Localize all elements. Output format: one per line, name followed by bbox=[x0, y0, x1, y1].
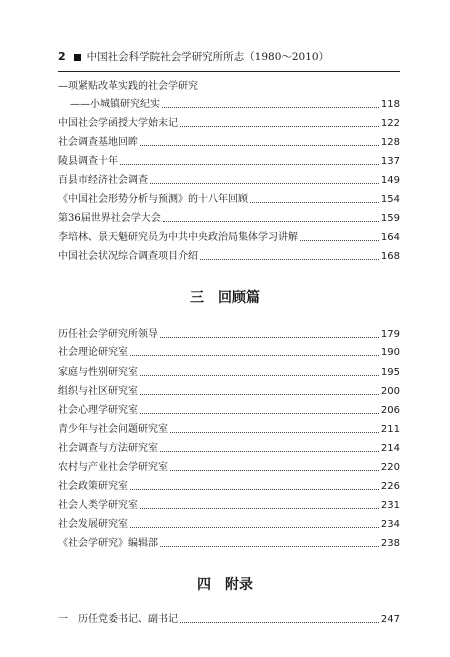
dot-leader bbox=[300, 231, 379, 241]
toc-entry bbox=[58, 328, 400, 342]
dot-leader bbox=[160, 442, 379, 452]
dot-leader bbox=[140, 136, 379, 146]
toc-entry bbox=[58, 461, 400, 475]
toc-entry-title: 社会人类学研究室 bbox=[58, 500, 138, 511]
toc-entry-title: 李培林、景天魁研究员为中共中央政治局集体学习讲解 bbox=[58, 232, 298, 243]
toc-entry bbox=[58, 80, 400, 94]
dot-leader bbox=[130, 346, 379, 356]
toc-entry bbox=[58, 480, 400, 494]
toc-entry-page: 118 bbox=[380, 99, 400, 110]
dot-leader bbox=[150, 174, 379, 184]
toc-entry-title: 《中国社会形势分析与预测》的十八年回顾 bbox=[58, 194, 248, 205]
running-header bbox=[58, 50, 329, 64]
toc-entry bbox=[58, 423, 400, 437]
toc-entry-title: 社会政策研究室 bbox=[58, 481, 128, 492]
dot-leader bbox=[140, 499, 379, 509]
dot-leader bbox=[180, 613, 379, 623]
dot-leader bbox=[130, 480, 379, 490]
dot-leader bbox=[250, 193, 379, 203]
book-title: 中国社会科学院社会学研究所所志（1980～2010） bbox=[86, 51, 330, 63]
toc-entry-title: 第36届世界社会学大会 bbox=[58, 213, 161, 224]
toc-entry-title: 农村与产业社会学研究室 bbox=[58, 462, 168, 473]
toc-entry-page: 122 bbox=[380, 118, 400, 129]
toc-entry-title: 社会调查与方法研究室 bbox=[58, 443, 158, 454]
toc-entry bbox=[58, 366, 400, 380]
section-number: 四 bbox=[197, 577, 211, 593]
toc-entry bbox=[58, 193, 400, 207]
toc-entry-page: 149 bbox=[380, 175, 400, 186]
toc-entry bbox=[58, 212, 400, 226]
square-bullet-icon bbox=[74, 54, 81, 61]
dot-leader bbox=[180, 117, 379, 127]
toc-entry-title: 青少年与社会问题研究室 bbox=[58, 424, 168, 435]
toc-entry-title: 历任社会学研究所领导 bbox=[58, 329, 158, 340]
toc-entry-title: 社会调查基地回眸 bbox=[58, 137, 138, 148]
toc-entry-page: 234 bbox=[380, 519, 400, 530]
toc-entry bbox=[58, 518, 400, 532]
toc-entry-page: 195 bbox=[380, 367, 400, 378]
dot-leader bbox=[170, 461, 379, 471]
toc-entry-title: 中国社会学函授大学始末记 bbox=[58, 118, 178, 129]
toc-entry-page: 190 bbox=[380, 347, 400, 358]
toc-entry-page: 164 bbox=[380, 232, 400, 243]
toc-entry-page: 159 bbox=[380, 213, 400, 224]
toc-entry bbox=[58, 613, 400, 627]
toc-entry-title: 百县市经济社会调查 bbox=[58, 175, 148, 186]
toc-entry-title: 社会发展研究室 bbox=[58, 519, 128, 530]
toc-entry bbox=[58, 499, 400, 513]
dot-leader bbox=[120, 155, 379, 165]
dot-leader bbox=[140, 366, 379, 376]
header-rule bbox=[58, 71, 400, 72]
toc-entry-page: 226 bbox=[380, 481, 400, 492]
toc-entry-page: 154 bbox=[380, 194, 400, 205]
toc-entry bbox=[58, 442, 400, 456]
dot-leader bbox=[162, 98, 379, 108]
toc-entry bbox=[58, 404, 400, 418]
toc-entry-title: 社会心理学研究室 bbox=[58, 405, 138, 416]
toc-entry-page: 231 bbox=[380, 500, 400, 511]
toc-entry-page: 214 bbox=[380, 443, 400, 454]
toc-entry bbox=[58, 537, 400, 551]
dot-leader bbox=[140, 404, 379, 414]
dot-leader bbox=[140, 385, 379, 395]
toc-entry bbox=[58, 117, 400, 131]
dot-leader bbox=[160, 328, 379, 338]
dot-leader bbox=[160, 537, 379, 547]
toc-entry-page: 200 bbox=[380, 386, 400, 397]
toc-entry bbox=[58, 231, 400, 245]
toc-entry bbox=[58, 155, 400, 169]
toc-entry-page: 220 bbox=[380, 462, 400, 473]
toc-entry-title: 《社会学研究》编辑部 bbox=[58, 538, 158, 549]
toc-entry-title: 家庭与性别研究室 bbox=[58, 367, 138, 378]
dot-leader bbox=[163, 212, 379, 222]
section-heading-4 bbox=[0, 576, 450, 594]
toc-entry-page: 247 bbox=[380, 614, 400, 625]
toc-entry-title: 组织与社区研究室 bbox=[58, 386, 138, 397]
toc-entry-title: 中国社会状况综合调查项目介绍 bbox=[58, 251, 198, 262]
toc-entry-title: 社会理论研究室 bbox=[58, 347, 128, 358]
toc-entry-title: ——小城镇研究纪实 bbox=[70, 99, 160, 110]
toc-entry-title: —项紧贴改革实践的社会学研究 bbox=[58, 81, 198, 92]
toc-entry-page: 211 bbox=[380, 424, 400, 435]
section-title: 回顾篇 bbox=[218, 290, 260, 306]
toc-entry bbox=[58, 250, 400, 264]
toc-entry bbox=[58, 136, 400, 150]
toc-entry-title: 陵县调查十年 bbox=[58, 156, 118, 167]
toc-entry bbox=[58, 346, 400, 360]
dot-leader bbox=[130, 518, 379, 528]
toc-entry-page: 128 bbox=[380, 137, 400, 148]
section-title: 附录 bbox=[225, 577, 253, 593]
section-number: 三 bbox=[190, 290, 204, 306]
toc-entry-page: 238 bbox=[380, 538, 400, 549]
dot-leader bbox=[170, 423, 379, 433]
toc-entry-page: 137 bbox=[380, 156, 400, 167]
dot-leader bbox=[200, 250, 379, 260]
toc-entry bbox=[58, 174, 400, 188]
toc-entry bbox=[70, 98, 400, 112]
toc-entry bbox=[58, 385, 400, 399]
toc-entry-title: 一 历任党委书记、副书记 bbox=[58, 614, 178, 625]
page-number: 2 bbox=[58, 50, 66, 63]
toc-entry-page: 206 bbox=[380, 405, 400, 416]
toc-entry-page: 168 bbox=[380, 251, 400, 262]
toc-entry-page: 179 bbox=[380, 329, 400, 340]
section-heading-3 bbox=[0, 289, 450, 307]
